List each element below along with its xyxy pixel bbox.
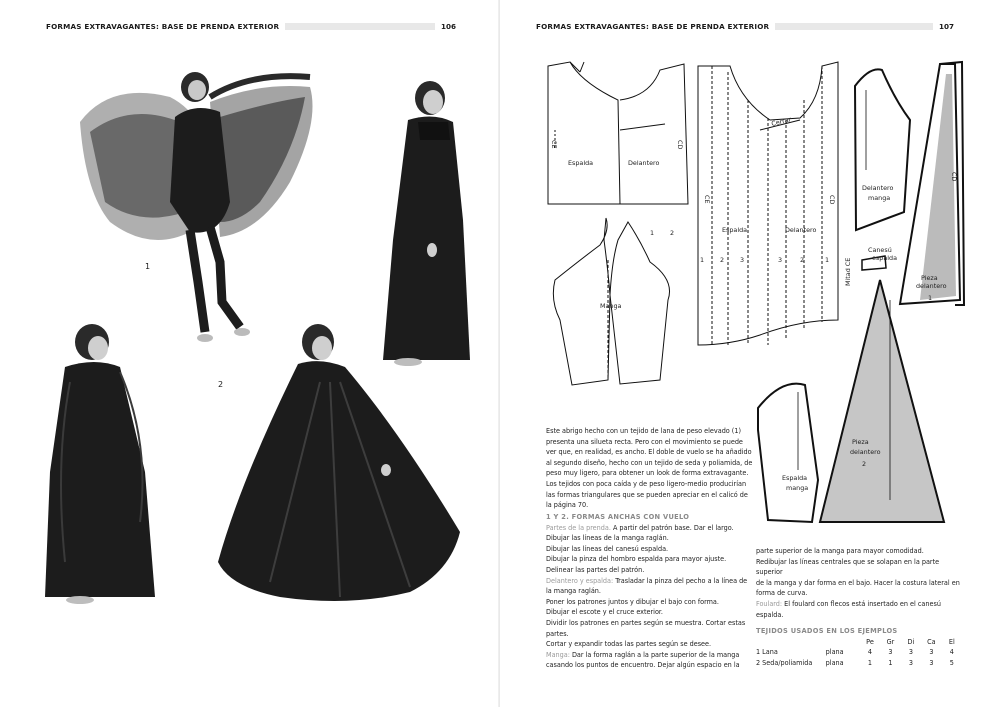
label-delantero-manga-2: manga [868, 194, 891, 202]
header-bar [285, 23, 435, 30]
intro-line: ver que, en realidad, es ancho. El doble de vuelo se ha añadido [546, 447, 752, 457]
intro-paragraph [546, 426, 756, 511]
label-num-2b: 2 [800, 256, 805, 264]
figure-label-1: 2 [218, 380, 224, 389]
col-gr: Gr [886, 636, 895, 646]
instr-line: Manga: Dar la forma raglán a la parte superior de la manga [546, 649, 740, 659]
label-num-1a: 1 [700, 256, 705, 264]
label-delantero-2: Delantero [785, 226, 817, 234]
instr-line: Dibujar el escote y el cruce exterior. [546, 607, 663, 617]
intro-line: peso muy ligero, para obtener un look de forma extravagante. [546, 468, 749, 478]
photo-flared-cape [210, 322, 465, 607]
label-cerrar: Cerrar [770, 115, 792, 128]
label-manga: Manga [600, 302, 622, 310]
label-num-3b: 3 [778, 256, 783, 264]
instr-line: Delinear las partes del patrón. [546, 564, 645, 574]
header-title-left: FORMAS EXTRAVAGANTES: BASE DE PRENDA EXTERIOR [46, 21, 280, 31]
page-number-right: 107 [938, 21, 954, 31]
fabric-table-title: TEJIDOS USADOS EN LOS EJEMPLOS [756, 626, 898, 636]
label-pieza-num-2: 2 [862, 460, 867, 468]
header-title-right: FORMAS EXTRAVAGANTES: BASE DE PRENDA EXTERIOR [536, 21, 770, 31]
col-di: Di [907, 636, 915, 646]
instr-line: espalda. [756, 609, 784, 619]
intro-line: la página 70. [546, 500, 589, 510]
label-espalda-manga-1: Espalda [782, 474, 808, 482]
label-num-3a: 3 [740, 256, 745, 264]
instr-line: Dibujar las líneas de la manga raglán. [546, 533, 669, 543]
instr-line: Dibujar las líneas del canesú espalda. [546, 543, 669, 553]
running-header-left [46, 20, 456, 32]
label-fig-1: 1 [650, 229, 655, 237]
instructions-col-1 [546, 512, 756, 671]
instr-line: Delantero y espalda: Trasladar la pinza del pecho a la línea de [546, 575, 748, 585]
fabric-table [756, 637, 962, 669]
instr-line: casando los puntos de encuentro. Dejar algún espacio en la [546, 660, 740, 670]
col-el: El [948, 636, 955, 646]
label-canesu-2: espalda [872, 254, 897, 262]
label-pieza-num-1: 1 [928, 294, 933, 302]
label-num-1b: 1 [825, 256, 830, 264]
label-pieza-1: Pieza [921, 274, 938, 282]
instr-line: Poner los patrones juntos y dibujar el bajo con forma. [546, 596, 719, 606]
page-number-left: 106 [440, 21, 456, 31]
instr-line: la manga raglán. [546, 586, 601, 596]
instr-line: parte superior de la manga para mayor comodidad. [756, 546, 924, 555]
label-canesu-1: Canesú [868, 246, 892, 254]
instr-line: Dibujar la pinza del hombro espalda para mayor ajuste. [546, 554, 727, 564]
label-cd: CD [676, 140, 684, 150]
photo-coat-back [40, 322, 160, 607]
table-row: 1 Lana plana 4 3 3 3 4 [756, 647, 954, 657]
intro-line: Este abrigo hecho con un tejido de lana de peso elevado (1) [546, 426, 741, 435]
instr-line: partes. [546, 628, 569, 638]
instructions-col-2 [756, 546, 962, 669]
label-ce: CE [550, 140, 558, 149]
instr-line: Partes de la prenda. A partir del patrón base. Dar el largo. [546, 522, 734, 532]
label-ce-2: CE [703, 195, 711, 204]
section-title: 1 Y 2. FORMAS ANCHAS CON VUELO [546, 512, 690, 521]
instr-line: Dividir los patrones en partes según se muestra. Cortar estas [546, 617, 746, 627]
label-cd-2: CD [828, 195, 836, 205]
label-num-2a: 2 [720, 256, 725, 264]
label-espalda-base: Espalda [568, 159, 594, 167]
label-espalda-2: Espalda [722, 226, 748, 234]
label-delantero-base: Delantero [628, 159, 660, 167]
figure-label-2: 1 [145, 262, 151, 271]
instr-line: Redibujar las líneas centrales que se solapan en la parte superior [756, 556, 940, 577]
instr-line: de la manga y dar forma en el bajo. Hacer la costura lateral en [756, 577, 960, 587]
label-pieza-2a: Pieza [852, 438, 869, 446]
instr-line: Cortar y expandir todas las partes según se desee. [546, 639, 712, 649]
label-fig-2: 2 [670, 229, 675, 237]
table-row: 2 Seda/poliamida plana 1 1 3 3 5 [756, 657, 954, 667]
col-pe: Pe [866, 636, 874, 646]
instr-line: Foulard: El foulard con flecos está insertado en el canesú [756, 598, 941, 608]
label-pieza-2b: delantero [850, 448, 881, 456]
label-mitad-ce: Mitad CE [844, 257, 852, 286]
intro-line: Los tejidos con poca caída y de peso ligero-medio producirían [546, 478, 747, 488]
label-cd-3: CD [950, 172, 958, 182]
intro-line: al segundo diseño, hecho con un tejido de seda y poliamida, de [546, 457, 753, 467]
label-delantero-manga-1: Delantero [862, 184, 894, 192]
instr-line: forma de curva. [756, 588, 808, 598]
intro-line: presenta una silueta recta. Pero con el movimiento se puede [546, 436, 743, 446]
label-espalda-manga-2: manga [786, 484, 809, 492]
table-header-row [756, 637, 962, 648]
label-pieza-1b: delantero [916, 282, 947, 290]
right-page [500, 0, 1000, 707]
intro-line: las formas triangulares que se pueden apreciar en el calicó de [546, 489, 748, 499]
photo-dancer-cape [70, 62, 320, 352]
col-ca: Ca [927, 636, 936, 646]
